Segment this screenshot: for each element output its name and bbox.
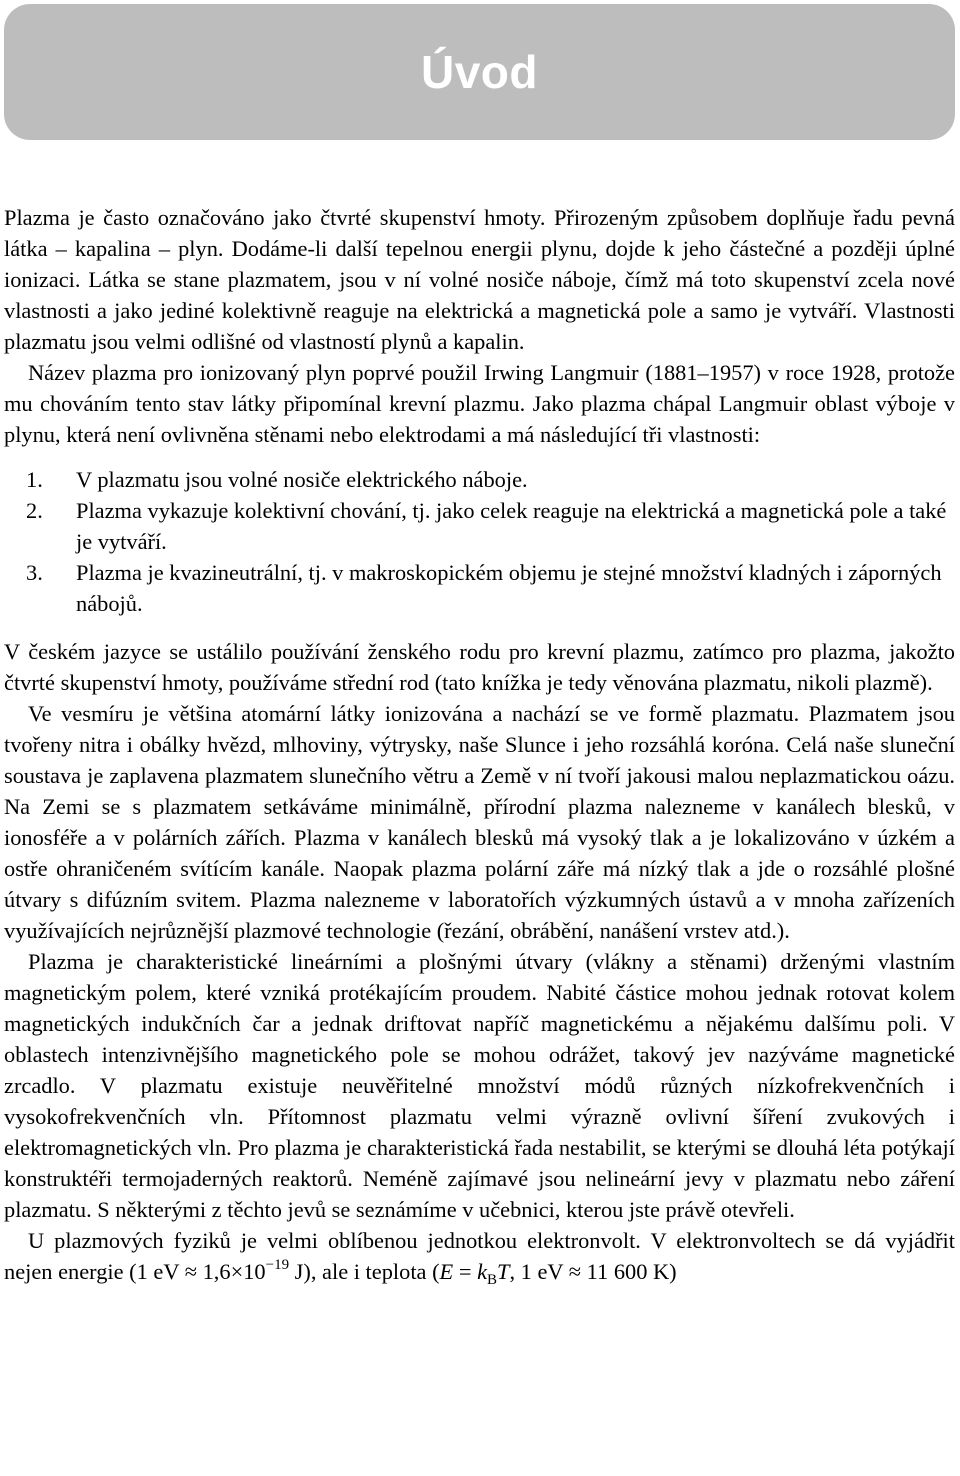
paragraph-1: Plazma je často označováno jako čtvrté skupenství hmoty. Přirozeným způsobem doplňuje řadu pevná látka – kapalina – plyn. Dodáme-li další tepelnou energii plynu, dojde k jeho částečné a později úplné ionizaci. Látka se stane plazmatem, jsou v ní volné nosiče náboje, čímž má toto skupenství zcela nové vlastnosti a jako jediné kolektivně reaguje na elektrická a magnetická pole a samo je vytváří. Vlastnosti plazmatu jsou velmi odlišné od vlastností plynů a kapalin.: [4, 205, 955, 354]
symbol-boltzmann: k: [477, 1259, 488, 1284]
paragraph-3: V českém jazyce se ustálilo používání ženského rodu pro krevní plazmu, zatímco pro plazma, jakožto čtvrté skupenství hmoty, používáme střední rod (tato knížka je tedy věnována plazmatu, nikoli plazmě).: [4, 639, 955, 695]
list-text: Plazma vykazuje kolektivní chování, tj. jako celek reaguje na elektrická a magnetická pole a také je vytváří.: [76, 498, 947, 554]
paragraph-4: Ve vesmíru je většina atomární látky ionizována a nachází se ve formě plazmatu. Plazmatem jsou tvořeny nitra i obálky hvězd, mlhoviny, výtrysky, naše Slunce i jeho rozsáhlá koróna. Celá naše sluneční soustava je zaplavena plazmatem slunečního větru a Země v ní tvoří jakousi malou neplazmatickou oázu. Na Zemi se s plazmatem setkáváme minimálně, přírodní plazma nalezneme v kanálech blesků, v ionosféře a v polárních zářích. Plazma v kanálech blesků má vysoký tlak a je lokalizováno v úzkém a ostře ohraničeném svítícím kanále. Naopak plazma polární záře má nízký tlak a jde o rozsáhlé plošné útvary s difúzním svitem. Plazma nalezneme v laboratořích výzkumných ústavů a v mnoha zařízeních využívajících nejrůznější plazmové technologie (řezání, obrábění, nanášení vrstev atd.).: [4, 701, 955, 943]
exponent: −19: [265, 1257, 290, 1273]
list-item: [4, 464, 955, 495]
text-run: , 1 eV ≈ 11 600 K): [509, 1259, 677, 1284]
text-run: J), ale i teplota (: [289, 1259, 440, 1284]
list-item: [4, 557, 955, 619]
chapter-title-banner: [4, 4, 955, 140]
subscript: B: [487, 1272, 498, 1288]
list-number: 1.: [26, 467, 43, 492]
chapter-body: [4, 202, 955, 1291]
text-run: =: [453, 1259, 478, 1284]
paragraph-5: Plazma je charakteristické lineárními a plošnými útvary (vlákny a stěnami) drženými vlastním magnetickým polem, které vzniká protékajícím proudem. Nabité částice mohou jednak rotovat kolem magnetických indukčních čar a jednak driftovat napříč magnetickému a nějakému dalšímu poli. V oblastech intenzivnějšího magnetického pole se mohou odrážet, takový jev nazýváme magnetické zrcadlo. V plazmatu existuje neuvěřitelné množství módů různých nízkofrekvenčních i vysokofrekvenčních vln. Přítomnost plazmatu velmi výrazně ovlivní šíření zvukových i elektromagnetických vln. Pro plazma je charakteristická řada nestabilit, se kterými se dlouhá léta potýkají konstruktéři termojaderných reaktorů. Neméně zajímavé jsou nelineární jevy v plazmatu nebo záření plazmatu. S některými z těchto jevů se seznámíme v učebnici, kterou jste právě otevřeli.: [4, 949, 955, 1222]
symbol-energy: E: [439, 1259, 454, 1284]
list-number: 2.: [26, 498, 43, 523]
paragraph-6: [4, 1225, 955, 1291]
properties-list: [4, 464, 955, 619]
symbol-temperature: T: [497, 1259, 510, 1284]
list-item: [4, 495, 955, 557]
list-text: Plazma je kvazineutrální, tj. v makroskopickém objemu je stejné množství kladných i záporných nábojů.: [76, 560, 942, 616]
text-run: U plazmových fyziků je velmi oblíbenou jednotkou elektronvolt. V elektronvoltech se dá vyjádřit nejen energie (1 eV ≈ 1,6×10: [4, 1228, 955, 1284]
list-number: 3.: [26, 560, 43, 585]
paragraph-2: Název plazma pro ionizovaný plyn poprvé použil Irwing Langmuir (1881–1957) v roce 1928, protože mu chováním tento stav látky připomínal krevní plazmu. Jako plazma chápal Langmuir oblast výboje v plynu, která není ovlivněna stěnami nebo elektrodami a má následující tři vlastnosti:: [4, 360, 955, 447]
chapter-title: Úvod: [421, 46, 538, 98]
list-text: V plazmatu jsou volné nosiče elektrického náboje.: [76, 467, 528, 492]
